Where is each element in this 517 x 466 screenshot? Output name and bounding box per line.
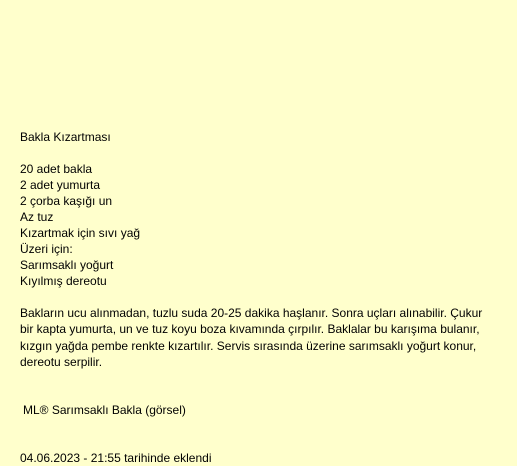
recipe-date: 04.06.2023 - 21:55 tarihinde eklendi xyxy=(20,451,212,466)
ingredient-item: 20 adet bakla xyxy=(20,162,93,176)
ingredient-item: Az tuz xyxy=(20,210,54,224)
topping-heading: Üzeri için: xyxy=(20,242,73,256)
ingredient-item: Kıyılmış dereotu xyxy=(20,274,107,288)
recipe-image-link[interactable]: ML® Sarımsaklı Bakla (görsel) xyxy=(23,403,186,418)
ingredient-list xyxy=(20,161,500,289)
recipe-content xyxy=(20,129,500,466)
recipe-title: Bakla Kızartması xyxy=(20,130,111,144)
ingredient-item: Sarımsaklı yoğurt xyxy=(20,258,114,272)
recipe-instructions: Bakların ucu alınmadan, tuzlu suda 20-25 dakika haşlanır. Sonra uçları alınabilir. Çukur bir kapta yumurta, un ve tuz koyu boza kıvamında çırpılır. Baklalar bu karışıma bulanır, kızgın yağda pembe renkte kızartılır. Servis sırasında üzerine sarımsaklı yoğurt konur, dereotu serpilir. xyxy=(20,306,483,369)
ingredient-item: 2 çorba kaşığı un xyxy=(20,194,113,208)
ingredient-item: Kızartmak için sıvı yağ xyxy=(20,226,141,240)
ingredient-item: 2 adet yumurta xyxy=(20,178,101,192)
